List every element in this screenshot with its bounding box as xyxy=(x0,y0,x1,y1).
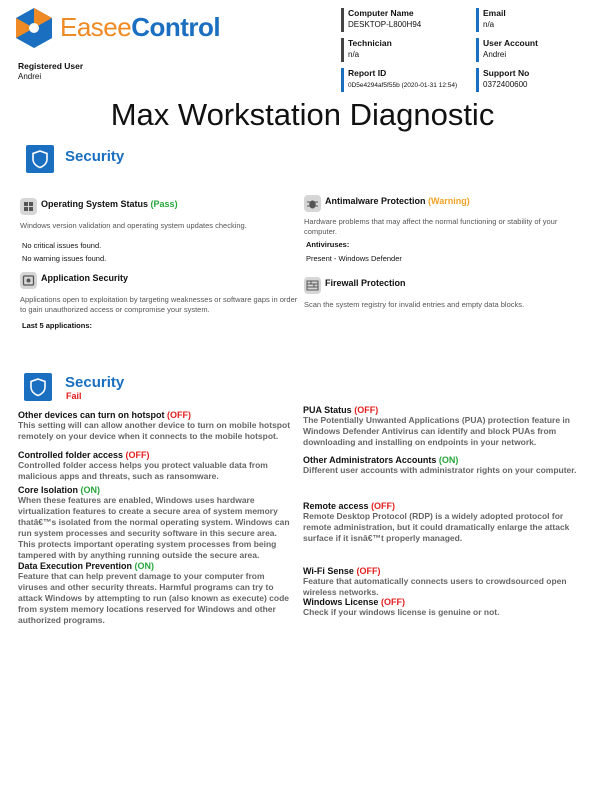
brand-name xyxy=(60,12,220,43)
check-title-text: Controlled folder access xyxy=(18,450,124,460)
brand-name-part1: Easee xyxy=(60,12,132,42)
last-applications-label: Last 5 applications: xyxy=(22,321,93,330)
check-title xyxy=(18,450,150,460)
check-description: This setting will can allow another device to turn on mobile hotspot remotely on your device when it connects to the mobile hotspot. xyxy=(18,420,291,441)
check-title-text: Core Isolation xyxy=(18,485,79,495)
check-description: Controlled folder access helps you protect valuable data from malicious apps and threats, such as ransomware. xyxy=(18,460,268,481)
check-state: (ON) xyxy=(438,455,459,465)
check-state: (ON) xyxy=(134,561,155,571)
antimalware-title xyxy=(325,196,470,206)
application-security-description: Applications open to exploitation by targeting weaknesses or software gaps in order to gain unauthorized access or compromise your system. xyxy=(20,295,298,314)
check-title-text: Wi-Fi Sense xyxy=(303,566,354,576)
check-title-text: Other devices can turn on hotspot xyxy=(18,410,165,420)
firewall-description: Scan the system registry for invalid entries and empty data blocks. xyxy=(304,300,525,309)
shield-icon xyxy=(24,373,52,401)
check-description: Feature that automatically connects users to crowdsourced open wireless networks. xyxy=(303,576,567,597)
page-title: Max Workstation Diagnostic xyxy=(110,97,495,132)
check-state: (OFF) xyxy=(356,566,381,576)
technician-value: n/a xyxy=(348,50,360,59)
check-title xyxy=(18,561,154,571)
report-id-field xyxy=(341,68,457,92)
check-title-text: Remote access xyxy=(303,501,369,511)
security-summary-title: Security xyxy=(65,148,125,165)
check-state: (OFF) xyxy=(167,410,192,420)
user-account-label: User Account xyxy=(483,38,538,48)
check-title xyxy=(18,485,100,495)
check-title xyxy=(303,405,378,415)
support-no-field xyxy=(476,68,529,92)
check-title xyxy=(303,597,405,607)
bug-icon xyxy=(304,195,321,212)
check-title xyxy=(303,455,458,465)
security-checks-title: Security xyxy=(65,374,125,391)
check-title xyxy=(303,566,380,576)
check-state: (OFF) xyxy=(354,405,379,415)
technician-field xyxy=(341,38,392,62)
email-value: n/a xyxy=(483,20,495,29)
firewall-icon xyxy=(304,277,321,294)
support-no-value: 0372400600 xyxy=(483,80,528,89)
check-state: (OFF) xyxy=(371,501,396,511)
os-status-description: Windows version validation and operating system updates checking. xyxy=(20,221,247,230)
check-description: Feature that can help prevent damage to your computer from viruses and other security threats. Harmful programs can try to attack Windows by attempting to run (also known as execute) code from system memory locations reserved for Windows and other authorized programs. xyxy=(18,571,290,625)
check-state: (OFF) xyxy=(380,597,405,607)
report-id-value: 0D5e4294af5f55b (2020-01-31 12:54) xyxy=(348,82,458,89)
check-title xyxy=(303,501,395,511)
brand-name-part2: Control xyxy=(131,12,221,42)
firewall-title: Firewall Protection xyxy=(325,278,406,288)
easee-logo-icon xyxy=(12,6,56,50)
check-description: When these features are enabled, Windows uses hardware virtualization features to create a secure area of system memory thatâ€™s isolated from the normal operating system. Windows can run system processes and security software in this secure area. This protects important operating system processes from being tampered with by anything running outside the secure area. xyxy=(18,495,290,560)
check-title-text: PUA Status xyxy=(303,405,352,415)
antimalware-badge: (Warning) xyxy=(428,196,470,206)
os-status-label: Operating System Status xyxy=(41,199,149,209)
antimalware-label: Antimalware Protection xyxy=(325,196,426,206)
check-description: Check if your windows license is genuine or not. xyxy=(303,607,500,617)
application-icon xyxy=(20,272,37,289)
check-title-text: Data Execution Prevention xyxy=(18,561,133,571)
check-title xyxy=(18,410,191,420)
technician-label: Technician xyxy=(348,38,392,48)
computer-name-value: DESKTOP-L800H94 xyxy=(348,20,422,29)
report-id-label: Report ID xyxy=(348,68,387,78)
antimalware-description: Hardware problems that may affect the normal functioning or stability of your computer. xyxy=(304,217,558,236)
check-title-text: Windows License xyxy=(303,597,379,607)
os-critical-line: No critical issues found. xyxy=(22,241,102,250)
check-title-text: Other Administrators Accounts xyxy=(303,455,437,465)
application-security-title: Application Security xyxy=(41,273,129,283)
os-warning-line: No warning issues found. xyxy=(22,254,107,263)
antiviruses-label: Antiviruses: xyxy=(306,240,350,249)
support-no-label: Support No xyxy=(483,68,530,78)
check-description: The Potentially Unwanted Applications (PUA) protection feature in Windows Defender Antivirus can identify and block PUAs from downloading and installing on endpoints in your network. xyxy=(303,415,570,447)
registered-user-value: Andrei xyxy=(18,72,42,81)
antiviruses-value: Present - Windows Defender xyxy=(306,254,402,263)
computer-name-field xyxy=(341,8,421,32)
user-account-value: Andrei xyxy=(483,50,507,59)
computer-name-label: Computer Name xyxy=(348,8,414,18)
check-state: (ON) xyxy=(80,485,101,495)
user-account-field xyxy=(476,38,538,62)
email-field xyxy=(476,8,506,32)
check-state: (OFF) xyxy=(125,450,150,460)
registered-user-label: Registered User xyxy=(18,61,84,71)
os-status-badge: (Pass) xyxy=(150,199,178,209)
os-status-title xyxy=(41,199,178,209)
security-checks-status: Fail xyxy=(66,391,82,401)
windows-icon xyxy=(20,198,37,215)
email-label: Email xyxy=(483,8,506,18)
shield-icon xyxy=(26,145,54,173)
check-description: Remote Desktop Protocol (RDP) is a widely adopted protocol for remote administration, but it could dramatically enlarge the attack surface if it isnâ€™t properly managed. xyxy=(303,511,570,543)
check-description: Different user accounts with administrator rights on your computer. xyxy=(303,465,577,475)
